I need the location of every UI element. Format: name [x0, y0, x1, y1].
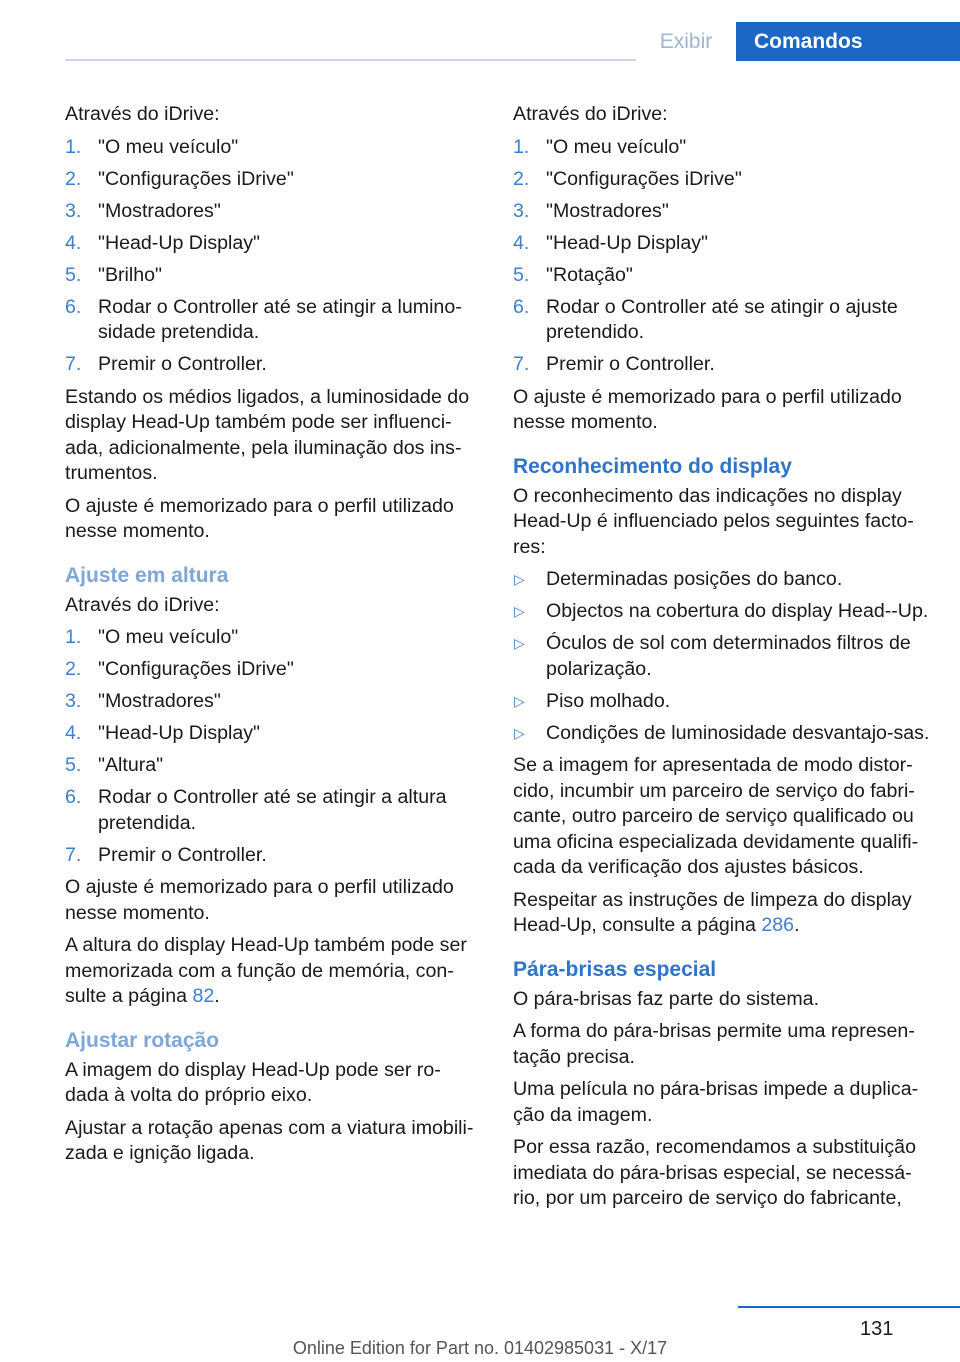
list-item: 3. "Mostradores" [513, 199, 669, 222]
list-item: 5. "Rotação" [513, 263, 633, 286]
page-number: 131 [860, 1318, 894, 1340]
list-item: ▷ Condições de luminosidade desvantajo-sas. [513, 721, 931, 747]
list-item: 6. Rodar o Controller até se atingir o ajuste pretendido. [513, 295, 898, 343]
steps-list-height [65, 625, 480, 868]
edition-footer: Online Edition for Part no. 01402985031 - X/17 [292, 1338, 668, 1358]
list-item: 3. "Mostradores" [65, 690, 221, 712]
triangle-bullet-icon: ▷ [514, 692, 525, 709]
intro-text: Através do iDrive: [513, 103, 668, 125]
list-item: 2. "Configurações iDrive" [513, 167, 742, 190]
list-item: 4. "Head-Up Display" [65, 231, 261, 254]
page-link[interactable]: 286 [761, 914, 795, 936]
list-item: 1. "O meu veículo" [65, 135, 239, 158]
list-item: 4. "Head-Up Display" [65, 722, 261, 744]
list-item: 1. "O meu veículo" [65, 626, 239, 648]
paragraph: O reconhecimento das indicações no display Head-Up é influenciado pelos seguintes facto-res: [513, 484, 914, 558]
triangle-bullet-icon: ▷ [514, 724, 525, 741]
paragraph: O ajuste é memorizado para o perfil utilizado nesse momento. [513, 385, 902, 433]
paragraph: O ajuste é memorizado para o perfil utilizado nesse momento. [65, 494, 454, 542]
list-item: ▷ Objectos na cobertura do display Head--Up. [513, 599, 931, 625]
paragraph: Se a imagem for apresentada de modo distor-cido, incumbir um parceiro de serviço do fabri-cante, outro parceiro de serviço qualificado ou uma oficina especializada devidamente qualifi-cada da verificação dos ajustes básicos. [513, 754, 919, 878]
tab-exibir[interactable]: Exibir [636, 22, 736, 61]
list-item: 6. Rodar o Controller até se atingir a lumino-sidade pretendida. [65, 295, 462, 343]
right-column [513, 102, 931, 1219]
paragraph: O ajuste é memorizado para o perfil utilizado nesse momento. [65, 876, 454, 924]
intro-text: Através do iDrive: [65, 593, 220, 616]
list-item: 6. Rodar o Controller até se atingir a altura pretendida. [65, 786, 447, 834]
paragraph: A imagem do display Head-Up pode ser ro-dada à volta do próprio eixo. [65, 1058, 441, 1106]
triangle-bullet-icon: ▷ [514, 603, 525, 619]
list-item: 3. "Mostradores" [65, 199, 221, 222]
list-item: 5. "Altura" [65, 754, 164, 776]
paragraph: Respeitar as instruções de limpeza do display Head-Up, consulte a página 286. [513, 888, 912, 936]
page-link[interactable]: 82 [192, 985, 215, 1007]
steps-list-brightness [65, 135, 480, 378]
intro-text: Através do iDrive: [65, 103, 220, 125]
steps-list-rotation [513, 135, 931, 378]
list-item: 7. Premir o Controller. [65, 353, 267, 375]
tab-comandos[interactable]: Comandos [736, 22, 960, 61]
footer-rule [738, 1306, 960, 1308]
list-item: ▷ Óculos de sol com determinados filtros de polarização. [514, 632, 911, 680]
paragraph: A altura do display Head-Up também pode ser memorizada com a função de memória, con-sulte a página 82. [65, 934, 467, 1007]
list-item: 1. "O meu veículo" [513, 135, 687, 158]
list-item: 4. "Head-Up Display" [513, 231, 709, 254]
paragraph: Uma película no pára-brisas impede a duplica-ção da imagem. [513, 1078, 919, 1126]
list-item: ▷ Piso molhado. [513, 689, 931, 715]
list-item: 7. Premir o Controller. [513, 353, 715, 375]
paragraph: A forma do pára-brisas permite uma represen-tação precisa. [513, 1020, 915, 1068]
triangle-bullet-icon: ▷ [514, 571, 525, 587]
paragraph: Ajustar a rotação apenas com a viatura imobili-zada e ignição ligada. [65, 1116, 474, 1164]
list-item: 2. "Configurações iDrive" [65, 167, 294, 190]
paragraph: O pára-brisas faz parte do sistema. [513, 987, 820, 1010]
triangle-bullet-icon: ▷ [514, 635, 525, 651]
factors-list [513, 567, 931, 746]
heading-reconhecimento: Reconhecimento do display [513, 454, 792, 478]
paragraph: Por essa razão, recomendamos a substituição imediata do pára-brisas especial, se necessá-rio, por um parceiro de serviço do fabricante, [513, 1136, 916, 1209]
heading-para-brisas: Pára-brisas especial [513, 957, 717, 981]
list-item: 5. "Brilho" [65, 263, 163, 286]
list-item: 2. "Configurações iDrive" [65, 658, 294, 680]
heading-ajuste-altura: Ajuste em altura [65, 563, 229, 587]
paragraph: Estando os médios ligados, a luminosidade do display Head-Up também pode ser influenci-ada, adicionalmente, pela iluminação dos ins-trumentos. [65, 385, 470, 484]
list-item: ▷ Determinadas posições do banco. [513, 567, 931, 593]
heading-ajustar-rotacao: Ajustar rotação [65, 1028, 220, 1052]
list-item: 7. Premir o Controller. [65, 843, 267, 866]
left-column [65, 102, 480, 1174]
